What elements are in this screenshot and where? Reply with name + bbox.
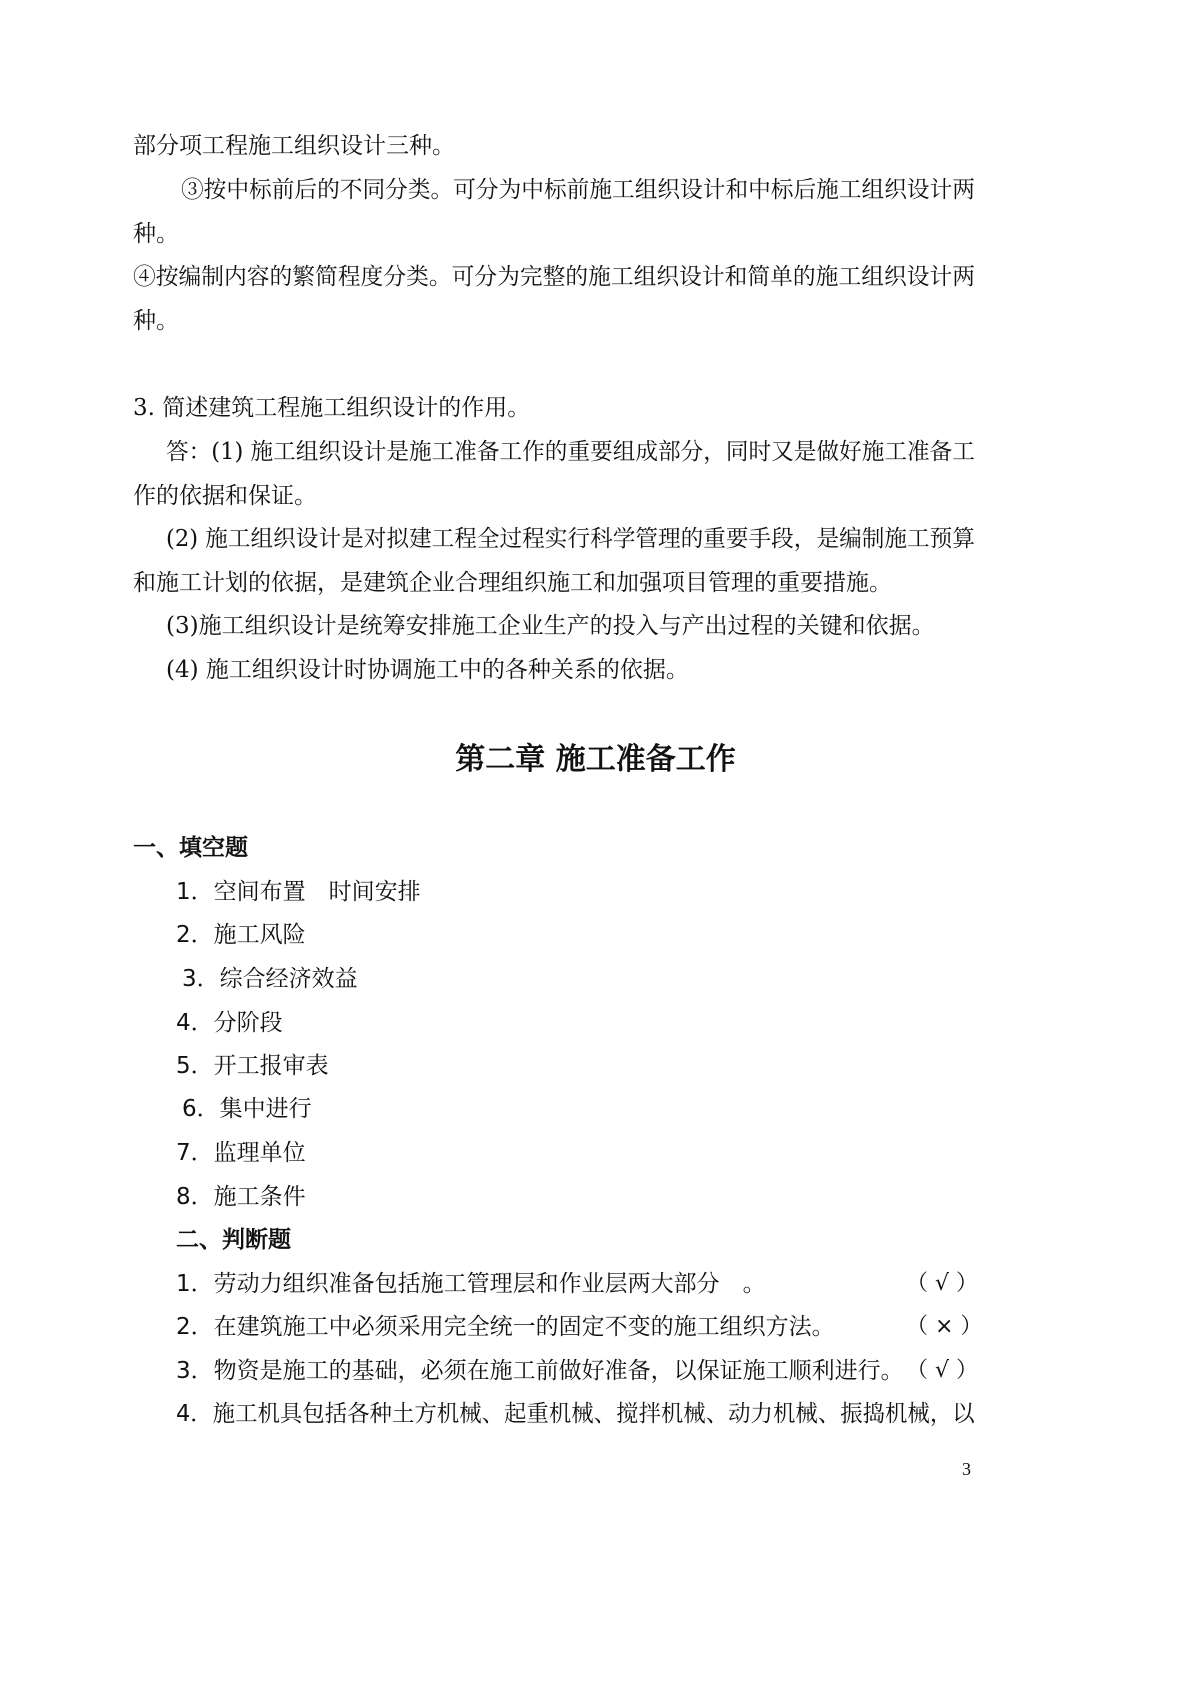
answer-line: 和施工计划的依据，是建筑企业合理组织施工和加强项目管理的重要措施。 <box>133 570 892 596</box>
item-text: 劳动力组织准备包括施工管理层和作业层两大部分 。 <box>213 1271 766 1297</box>
item-number: 4． <box>176 1010 214 1036</box>
list-item <box>182 1094 312 1124</box>
item-number: 2． <box>176 922 214 948</box>
item-text: 施工条件 <box>213 1184 306 1210</box>
item-number: 1． <box>176 1271 214 1297</box>
item-number: 3． <box>182 966 220 992</box>
judgment-item <box>176 1312 835 1342</box>
judgment-item <box>176 1399 975 1429</box>
judgment-item <box>176 1356 904 1386</box>
answer-line: (4) 施工组织设计时协调施工中的各种关系的依据。 <box>166 657 689 683</box>
section-heading-fill-blank: 一、填空题 <box>133 835 248 861</box>
item-number: 5． <box>176 1053 214 1079</box>
list-item <box>176 1138 306 1168</box>
text-line: 部分项工程施工组织设计三种。 <box>133 133 455 159</box>
item-number: 7． <box>176 1140 214 1166</box>
judgment-mark: （ √ ） <box>906 1271 979 1296</box>
item-text: 分阶段 <box>213 1010 283 1036</box>
text-line: ④按编制内容的繁简程度分类。可分为完整的施工组织设计和简单的施工组织设计两 <box>133 264 975 290</box>
item-number: 6． <box>182 1096 220 1122</box>
judgment-mark: （ √ ） <box>906 1358 979 1383</box>
list-item <box>176 920 306 950</box>
answer-line: 作的依据和保证。 <box>133 483 317 509</box>
page-number: 3 <box>962 1459 971 1479</box>
judgment-item <box>176 1269 766 1299</box>
answer-line: (2) 施工组织设计是对拟建工程全过程实行科学管理的重要手段，是编制施工预算 <box>166 526 975 552</box>
item-number: 1． <box>176 879 214 905</box>
text-line: 种。 <box>133 308 179 334</box>
answer-line: 答：(1) 施工组织设计是施工准备工作的重要组成部分，同时又是做好施工准备工 <box>166 439 975 465</box>
list-item <box>182 964 358 994</box>
item-text: 物资是施工的基础，必须在施工前做好准备，以保证施工顺利进行。 <box>213 1358 904 1384</box>
item-text: 监理单位 <box>213 1140 306 1166</box>
question-title: 3. 简述建筑工程施工组织设计的作用。 <box>133 395 531 421</box>
item-text: 空间布置 时间安排 <box>213 879 421 905</box>
judgment-mark: （ × ） <box>906 1314 983 1339</box>
text-line: ③按中标前后的不同分类。可分为中标前施工组织设计和中标后施工组织设计两 <box>181 177 975 203</box>
item-number: 2． <box>176 1314 214 1340</box>
list-item <box>176 1008 283 1038</box>
list-item <box>176 1182 306 1212</box>
section-heading-true-false: 二、判断题 <box>176 1227 291 1253</box>
answer-line: (3)施工组织设计是统筹安排施工企业生产的投入与产出过程的关键和依据。 <box>166 613 935 639</box>
item-text: 集中进行 <box>219 1096 312 1122</box>
text-line: 种。 <box>133 221 179 247</box>
item-text: 综合经济效益 <box>219 966 358 992</box>
item-text: 施工机具包括各种土方机械、起重机械、搅拌机械、动力机械、振捣机械，以 <box>212 1401 975 1427</box>
item-number: 3． <box>176 1358 214 1384</box>
item-number: 4． <box>176 1401 213 1427</box>
chapter-title: 第二章 施工准备工作 <box>455 742 736 777</box>
list-item <box>176 877 421 907</box>
item-text: 开工报审表 <box>213 1053 329 1079</box>
item-text: 在建筑施工中必须采用完全统一的固定不变的施工组织方法。 <box>213 1314 835 1340</box>
item-number: 8． <box>176 1184 214 1210</box>
item-text: 施工风险 <box>213 922 306 948</box>
list-item <box>176 1051 329 1081</box>
